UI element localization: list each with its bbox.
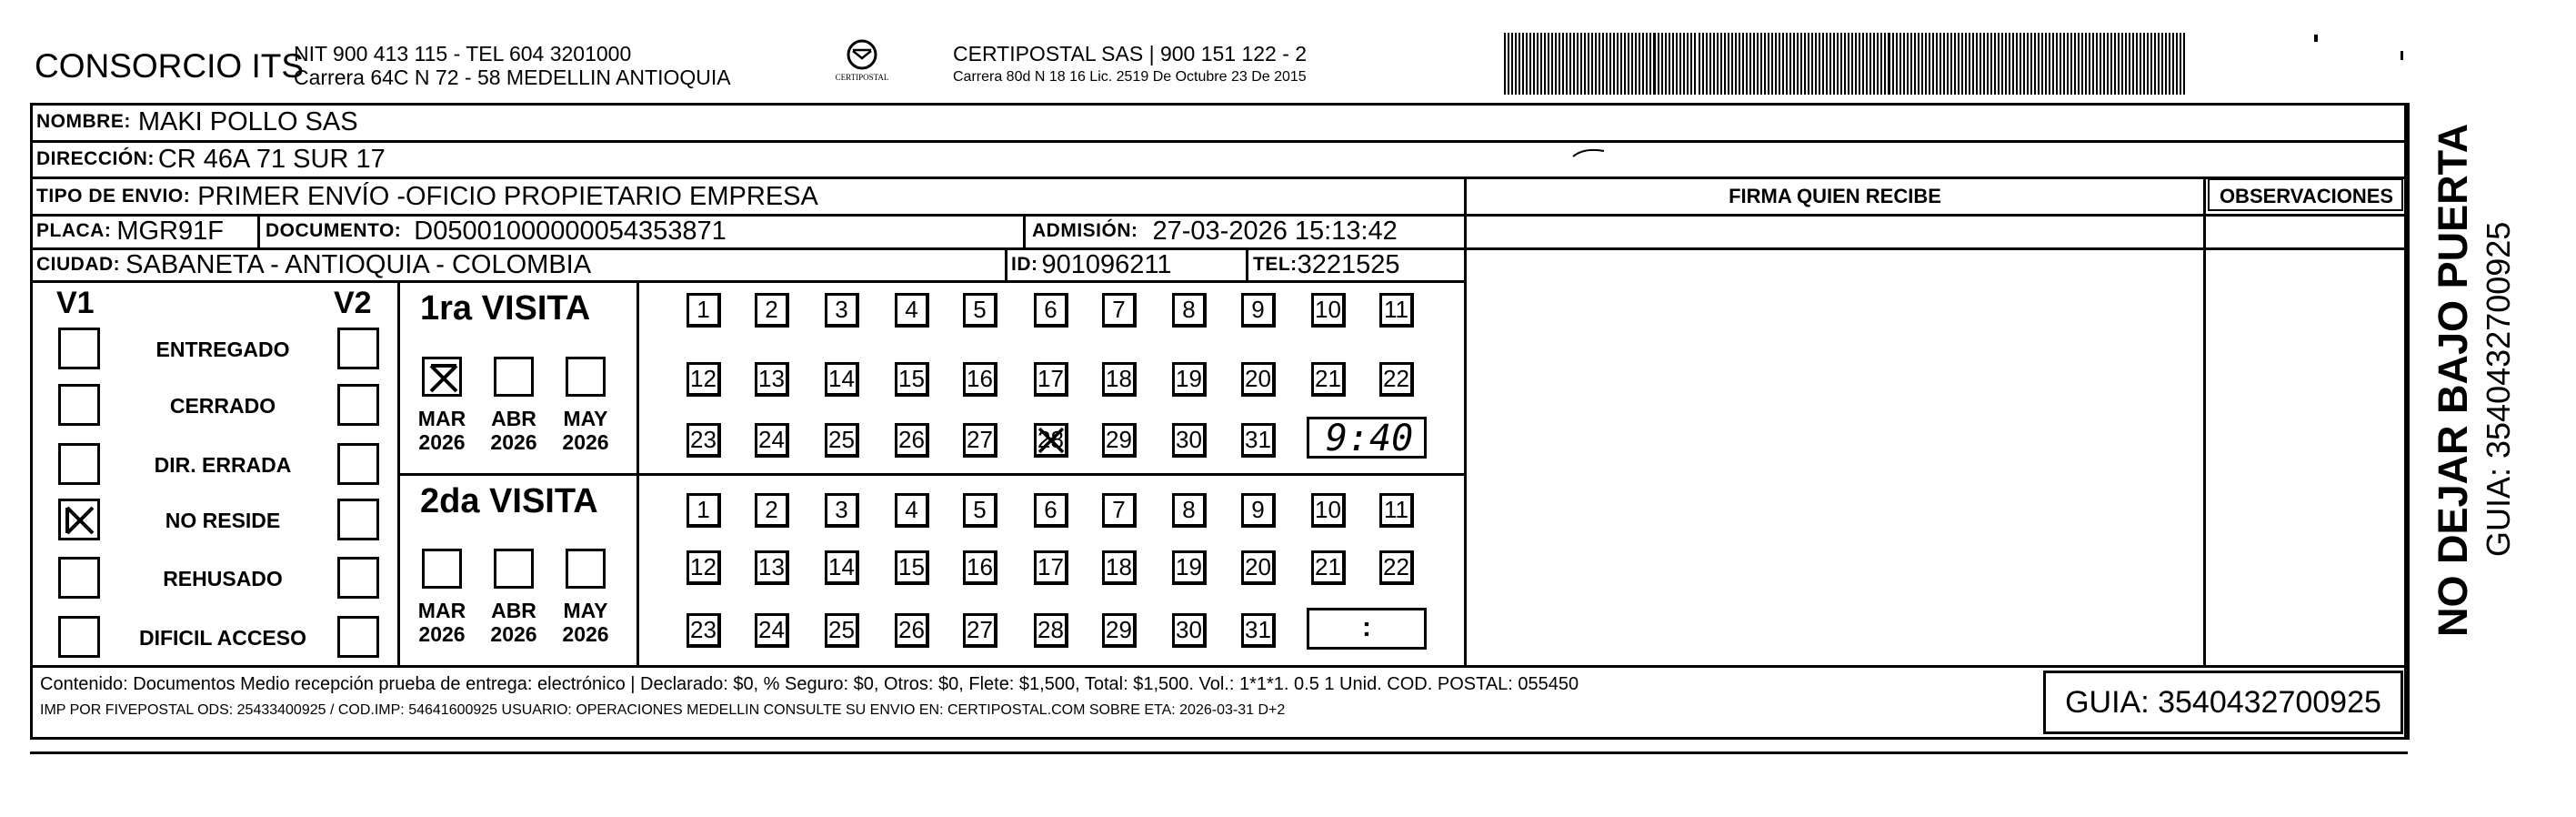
visit2-day-box[interactable] <box>1241 550 1276 585</box>
ciudad-row <box>36 248 591 281</box>
rule <box>1464 177 1467 665</box>
visit2-day-box[interactable] <box>1379 493 1414 528</box>
day-number: 11 <box>1384 496 1408 523</box>
status-label: NO RESIDE <box>165 509 281 532</box>
footer-content: Contenido: Documentos Medio recepción prueba de entrega: electrónico | Declarado: $0, % Seguro: $0, Otros: $0, Flete: $1,500, Total: $1,500. Vol.: 1*1*1. 0.5 1 Unid. COD. POSTAL: 055450 <box>40 674 1579 694</box>
rule <box>30 665 2407 668</box>
visit1-day-box[interactable] <box>687 293 721 328</box>
visit2-day-box[interactable] <box>895 550 929 585</box>
visit2-day-box[interactable] <box>895 613 929 648</box>
visit2-day-box[interactable] <box>1241 493 1276 528</box>
admision-label: ADMISIÓN: <box>1032 220 1138 241</box>
visit1-title: 1ra VISITA <box>420 289 591 328</box>
status-label: DIFICIL ACCESO <box>138 626 306 650</box>
visit1-day-box[interactable] <box>755 423 789 458</box>
visit2-time-box[interactable] <box>1307 608 1427 650</box>
day-number: 9 <box>1251 296 1265 323</box>
visit2-day-box[interactable] <box>963 613 997 648</box>
v1-label: V1 <box>56 286 95 320</box>
visit1-month-checkbox[interactable] <box>494 357 534 397</box>
visit1-day-box[interactable] <box>895 362 929 397</box>
v2-checkbox[interactable] <box>337 328 379 369</box>
day-number: 25 <box>828 426 855 453</box>
day-number: 3 <box>835 496 848 523</box>
footer-guia-box <box>2043 671 2403 734</box>
visit2-month-label <box>484 599 544 646</box>
v2-checkbox[interactable] <box>337 443 379 485</box>
visit2-day-box[interactable] <box>755 613 789 648</box>
visit1-day-box[interactable] <box>1102 293 1137 328</box>
visit1-time: 9:40 <box>1325 418 1414 459</box>
visit2-day-box[interactable] <box>1034 550 1068 585</box>
day-number: 24 <box>758 426 785 453</box>
tel-label: TEL: <box>1253 254 1298 275</box>
month-name: MAY <box>563 407 608 430</box>
day-number: 7 <box>1112 496 1126 523</box>
visit1-day-box[interactable] <box>1241 362 1276 397</box>
status-label: REHUSADO <box>163 567 283 590</box>
side-warning: NO DEJAR BAJO PUERTA <box>2430 123 2476 637</box>
v2-label: V2 <box>334 286 372 320</box>
day-number: 31 <box>1245 616 1271 643</box>
visit1-day-box[interactable] <box>1102 362 1137 397</box>
visit1-day-box[interactable] <box>1172 293 1207 328</box>
day-number: 18 <box>1106 553 1132 580</box>
visit1-day-box[interactable] <box>825 362 859 397</box>
visit1-day-box[interactable] <box>755 362 789 397</box>
day-number: 28 <box>1037 426 1064 453</box>
day-number: 9 <box>1251 496 1265 523</box>
visit1-day-box[interactable] <box>1379 293 1414 328</box>
bottom-rule <box>30 751 2408 754</box>
status-label: CERRADO <box>169 394 276 418</box>
direccion-value: CR 46A 71 SUR 17 <box>157 144 386 174</box>
visit1-day-box[interactable] <box>825 423 859 458</box>
day-number: 28 <box>1037 616 1064 643</box>
day-number: 18 <box>1106 365 1132 392</box>
nombre-row <box>36 103 358 141</box>
day-number: 27 <box>967 426 993 453</box>
day-number: 14 <box>828 365 855 392</box>
month-name: ABR <box>491 599 536 622</box>
carrier-line: CERTIPOSTAL SAS | 900 151 122 - 2 <box>953 42 1308 66</box>
visit1-month-label <box>556 407 616 454</box>
v1-checkbox[interactable] <box>58 557 100 599</box>
rule <box>1467 247 2407 250</box>
day-number: 26 <box>898 616 925 643</box>
day-number: 15 <box>898 365 925 392</box>
id-value: 901096211 <box>1041 249 1172 279</box>
day-number: 17 <box>1037 553 1064 580</box>
day-number: 13 <box>758 365 785 392</box>
direccion-row <box>36 140 386 178</box>
direccion-label: DIRECCIÓN: <box>36 148 155 169</box>
day-number: 11 <box>1384 296 1408 323</box>
visit2-day-box[interactable] <box>1311 493 1346 528</box>
day-number: 2 <box>765 496 778 523</box>
visit2-month-label <box>556 599 616 646</box>
admision-value: 27-03-2026 15:13:42 <box>1152 216 1398 246</box>
documento-value: D05001000000054353871 <box>414 216 727 246</box>
status-label: ENTREGADO <box>155 338 290 361</box>
visit2-day-box[interactable] <box>825 550 859 585</box>
rule <box>2407 103 2410 740</box>
day-number: 29 <box>1106 616 1132 643</box>
month-name: MAY <box>563 599 608 622</box>
day-number: 13 <box>758 553 785 580</box>
visit2-day-box[interactable] <box>963 493 997 528</box>
v1-checkbox[interactable] <box>58 328 100 369</box>
day-number: 22 <box>1383 553 1409 580</box>
visit2-day-box[interactable] <box>1172 550 1207 585</box>
firma-header: FIRMA QUIEN RECIBE <box>1729 185 1941 207</box>
visit2-month-label <box>412 599 472 646</box>
day-number: 1 <box>697 296 710 323</box>
id-row <box>1011 248 1172 281</box>
visit1-time-box[interactable] <box>1307 417 1427 459</box>
visit1-month-checkbox[interactable] <box>566 357 606 397</box>
ciudad-label: CIUDAD: <box>36 254 121 275</box>
day-number: 23 <box>690 426 717 453</box>
visit2-day-box[interactable] <box>825 493 859 528</box>
x-mark-icon <box>65 505 95 540</box>
company-address: Carrera 64C N 72 - 58 MEDELLIN ANTIOQUIA <box>294 66 731 89</box>
visit2-day-box[interactable] <box>825 613 859 648</box>
day-number: 10 <box>1315 296 1341 323</box>
day-number: 2 <box>765 296 778 323</box>
day-number: 16 <box>967 365 993 392</box>
visit1-day-box[interactable] <box>1241 423 1276 458</box>
documento-row <box>266 215 727 247</box>
rule <box>30 140 2407 143</box>
visit1-day-box[interactable] <box>895 293 929 328</box>
day-number: 30 <box>1176 426 1202 453</box>
footer-guia: GUIA: 3540432700925 <box>2065 684 2381 720</box>
admision-row <box>1032 215 1398 247</box>
rule <box>1005 248 1007 281</box>
day-number: 5 <box>973 296 987 323</box>
visit1-day-box[interactable] <box>1311 362 1346 397</box>
v2-checkbox[interactable] <box>337 499 379 540</box>
day-number: 25 <box>828 616 855 643</box>
day-number: 19 <box>1176 553 1202 580</box>
visit2-day-box[interactable] <box>1034 493 1068 528</box>
day-number: 17 <box>1037 365 1064 392</box>
day-number: 20 <box>1245 365 1271 392</box>
v1-checkbox[interactable] <box>58 499 100 540</box>
v1-checkbox[interactable] <box>58 616 100 658</box>
visit1-month-label <box>484 407 544 454</box>
day-number: 15 <box>898 553 925 580</box>
visit2-day-box[interactable] <box>687 550 721 585</box>
visit2-title: 2da VISITA <box>420 482 598 520</box>
visit1-month-checkbox[interactable] <box>422 357 462 397</box>
day-number: 12 <box>690 365 717 392</box>
company-name: CONSORCIO ITS <box>35 47 305 85</box>
observaciones-header-box <box>2208 178 2403 211</box>
month-name: ABR <box>491 407 536 430</box>
placa-label: PLACA: <box>36 220 112 241</box>
visit2-month-checkbox[interactable] <box>494 549 534 589</box>
visit1-day-box[interactable] <box>687 362 721 397</box>
v2-checkbox[interactable] <box>337 616 379 658</box>
visit1-day-box[interactable] <box>1172 423 1207 458</box>
visit1-day-box[interactable] <box>1379 362 1414 397</box>
visit2-day-box[interactable] <box>1102 550 1137 585</box>
day-number: 8 <box>1182 496 1196 523</box>
visit1-day-box[interactable] <box>963 362 997 397</box>
day-number: 1 <box>697 496 710 523</box>
placa-value: MGR91F <box>116 216 224 246</box>
day-number: 20 <box>1245 553 1271 580</box>
visit2-time-separator: : <box>1362 612 1371 642</box>
v1-checkbox[interactable] <box>58 384 100 426</box>
v1-checkbox[interactable] <box>58 443 100 485</box>
footer-imp: IMP POR FIVEPOSTAL ODS: 25433400925 / COD.IMP: 54641600925 USUARIO: OPERACIONES MEDELLIN CONSULTE SU ENVIO EN: CERTIPOSTAL.COM SOBRE ETA: 2026-03-31 D+2 <box>40 702 1286 718</box>
status-label: DIR. ERRADA <box>154 453 292 477</box>
x-mark-icon <box>428 363 459 398</box>
visit2-day-box[interactable] <box>1379 550 1414 585</box>
rule <box>2203 177 2206 665</box>
day-number: 7 <box>1112 296 1126 323</box>
tipo-value: PRIMER ENVÍO -OFICIO PROPIETARIO EMPRESA <box>197 181 818 211</box>
v2-checkbox[interactable] <box>337 384 379 426</box>
rule <box>1246 248 1248 281</box>
logo-caption: CERTIPOSTAL <box>835 73 889 82</box>
visit1-day-box[interactable] <box>755 293 789 328</box>
day-number: 16 <box>967 553 993 580</box>
carrier-license: Carrera 80d N 18 16 Lic. 2519 De Octubre 23 De 2015 <box>953 69 1307 85</box>
x-mark-icon <box>1037 426 1066 461</box>
visit1-day-box[interactable] <box>895 423 929 458</box>
barcode <box>1502 33 2190 95</box>
visit1-day-box[interactable] <box>1241 293 1276 328</box>
day-number: 21 <box>1315 553 1341 580</box>
visit1-day-box[interactable] <box>825 293 859 328</box>
day-number: 14 <box>828 553 855 580</box>
day-number: 4 <box>905 496 918 523</box>
visit1-day-box[interactable] <box>963 293 997 328</box>
v2-checkbox[interactable] <box>337 557 379 599</box>
month-year: 2026 <box>562 622 609 646</box>
day-number: 19 <box>1176 365 1202 392</box>
nombre-label: NOMBRE: <box>36 111 131 132</box>
visit1-day-box[interactable] <box>1034 293 1068 328</box>
visit2-day-box[interactable] <box>1102 493 1137 528</box>
day-number: 6 <box>1044 296 1057 323</box>
visit2-day-box[interactable] <box>1311 550 1346 585</box>
visit1-day-box[interactable] <box>1034 423 1068 458</box>
day-number: 8 <box>1182 296 1196 323</box>
visit2-day-box[interactable] <box>1034 613 1068 648</box>
visit1-day-box[interactable] <box>1172 362 1207 397</box>
month-year: 2026 <box>562 430 609 454</box>
day-number: 29 <box>1106 426 1132 453</box>
company-nit: NIT 900 413 115 - TEL 604 3201000 <box>294 42 632 66</box>
tel-row <box>1253 248 1400 281</box>
month-name: MAR <box>417 599 466 622</box>
day-number: 31 <box>1245 426 1271 453</box>
rule <box>1023 215 1026 247</box>
day-number: 30 <box>1176 616 1202 643</box>
id-label: ID: <box>1011 254 1038 275</box>
certipostal-logo <box>835 36 889 93</box>
visit2-month-checkbox[interactable] <box>566 549 606 589</box>
day-number: 10 <box>1315 496 1341 523</box>
visit1-month-label <box>412 407 472 454</box>
visit2-day-box[interactable] <box>1172 493 1207 528</box>
visit1-day-box[interactable] <box>1102 423 1137 458</box>
day-number: 27 <box>967 616 993 643</box>
documento-label: DOCUMENTO: <box>266 220 402 241</box>
tel-value: 3221525 <box>1297 249 1400 279</box>
visit1-day-box[interactable] <box>1034 362 1068 397</box>
day-number: 23 <box>690 616 717 643</box>
visit2-day-box[interactable] <box>1102 613 1137 648</box>
pen-stroke <box>1571 144 1608 162</box>
visit2-day-box[interactable] <box>687 493 721 528</box>
visit2-day-box[interactable] <box>755 550 789 585</box>
visit2-day-box[interactable] <box>687 613 721 648</box>
visit1-day-box[interactable] <box>687 423 721 458</box>
rule <box>257 215 260 247</box>
day-number: 21 <box>1315 365 1341 392</box>
day-number: 5 <box>973 496 987 523</box>
nombre-value: MAKI POLLO SAS <box>137 106 358 136</box>
visit1-day-box[interactable] <box>963 423 997 458</box>
rule <box>400 473 1464 476</box>
day-number: 4 <box>905 296 918 323</box>
visit2-day-box[interactable] <box>1172 613 1207 648</box>
tipo-row <box>36 177 818 216</box>
month-name: MAR <box>417 407 466 430</box>
side-guia: GUIA: 3540432700925 <box>2480 221 2517 557</box>
day-number: 22 <box>1383 365 1409 392</box>
month-year: 2026 <box>418 622 466 646</box>
visit2-day-box[interactable] <box>1241 613 1276 648</box>
month-year: 2026 <box>418 430 466 454</box>
tipo-label: TIPO DE ENVIO: <box>36 186 191 207</box>
day-number: 3 <box>835 296 848 323</box>
visit2-day-box[interactable] <box>895 493 929 528</box>
day-number: 26 <box>898 426 925 453</box>
scan-mark <box>2401 51 2403 60</box>
day-number: 24 <box>758 616 785 643</box>
day-number: 12 <box>690 553 717 580</box>
month-year: 2026 <box>490 622 537 646</box>
visit1-day-box[interactable] <box>1311 293 1346 328</box>
visit2-day-box[interactable] <box>963 550 997 585</box>
month-year: 2026 <box>490 430 537 454</box>
envelope-logo-icon <box>835 36 889 93</box>
scan-mark <box>2314 35 2318 42</box>
observaciones-header: OBSERVACIONES <box>2219 185 2394 207</box>
day-number: 6 <box>1044 496 1057 523</box>
ciudad-value: SABANETA - ANTIOQUIA - COLOMBIA <box>125 249 592 279</box>
placa-row <box>36 215 224 247</box>
visit2-month-checkbox[interactable] <box>422 549 462 589</box>
visit2-day-box[interactable] <box>755 493 789 528</box>
